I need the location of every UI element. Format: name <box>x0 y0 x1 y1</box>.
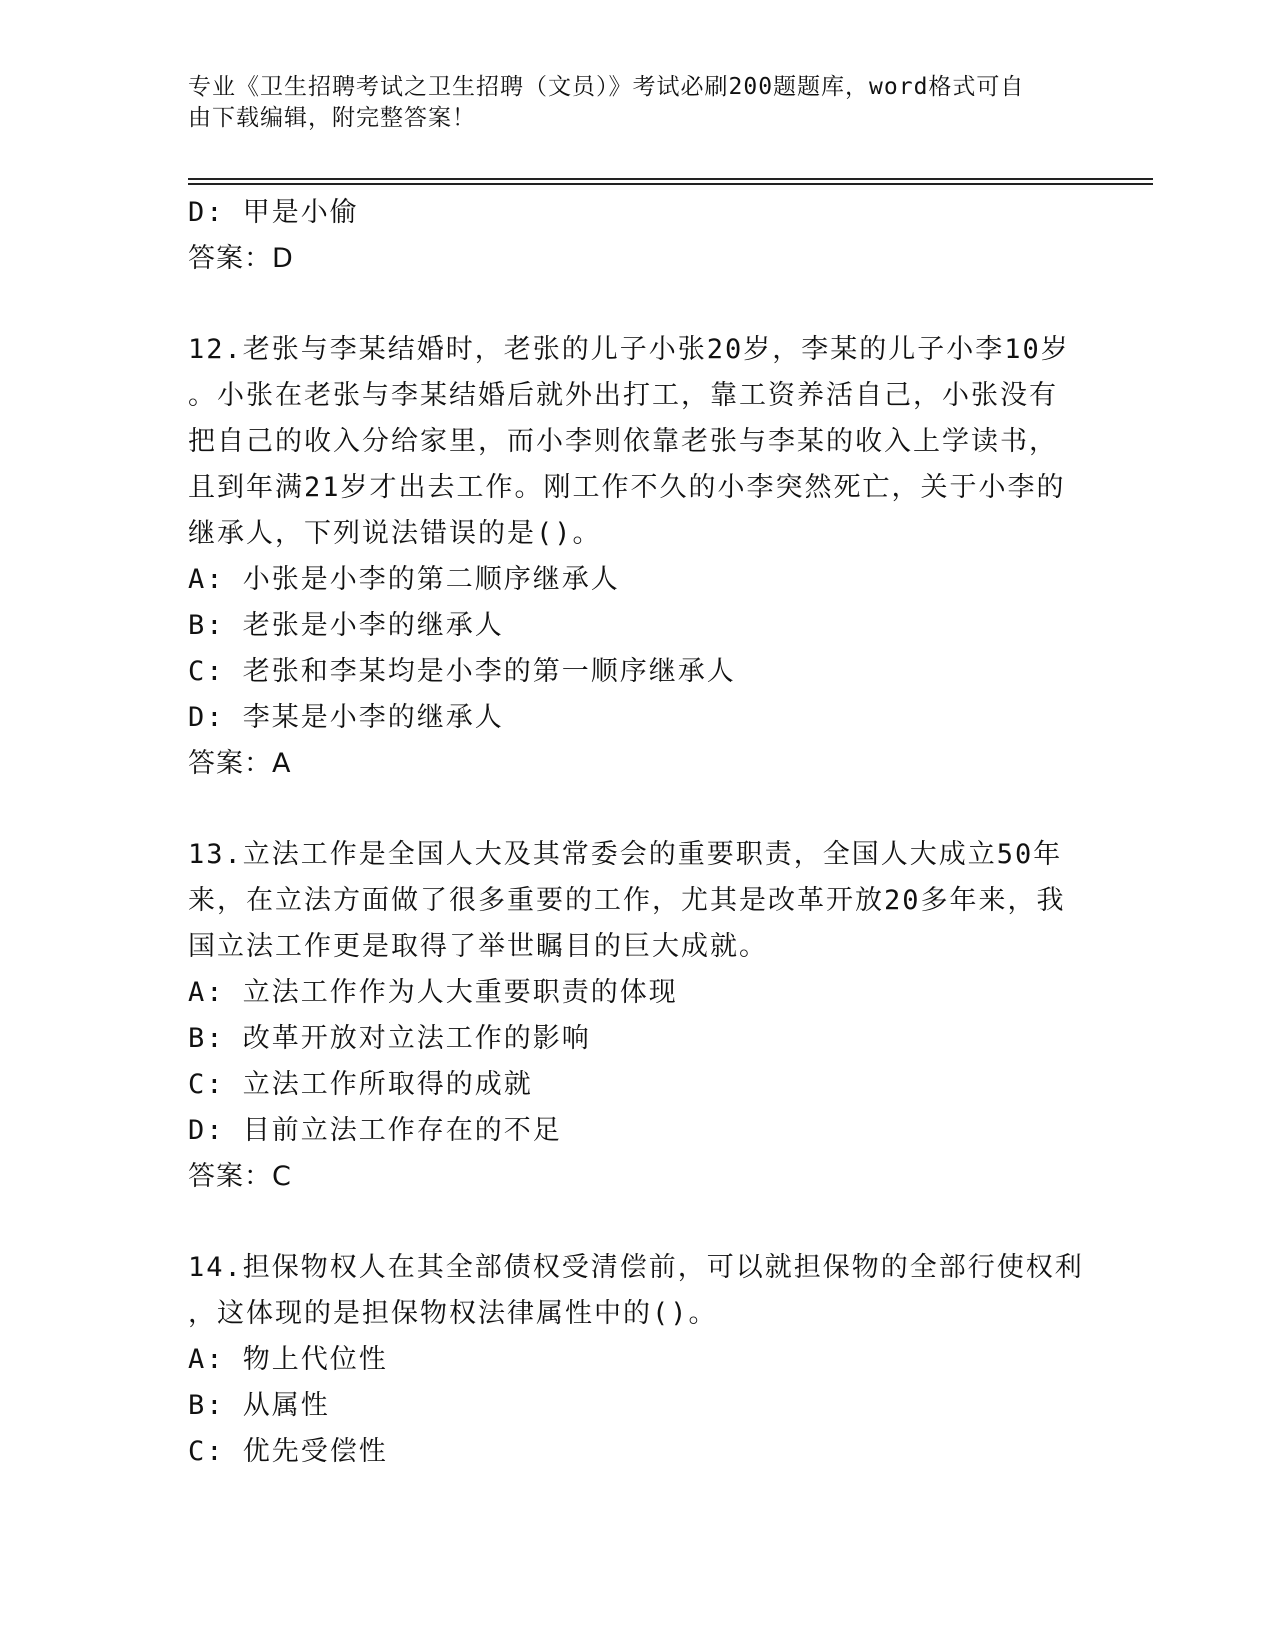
question-line: 来，在立法方面做了很多重要的工作，尤其是改革开放20多年来，我 <box>188 885 1066 916</box>
option-c: C: 老张和李某均是小李的第一顺序继承人 <box>188 656 736 687</box>
question-line: 14.担保物权人在其全部债权受清偿前，可以就担保物的全部行使权利 <box>188 1252 1084 1283</box>
option-d: D: 目前立法工作存在的不足 <box>188 1115 562 1146</box>
question-line: 把自己的收入分给家里，而小李则依靠老张与李某的收入上学读书， <box>188 426 1058 457</box>
spacer <box>188 1200 1068 1245</box>
question-12 <box>188 327 1068 787</box>
option-b: B: 老张是小李的继承人 <box>188 610 504 641</box>
answer: 答案：D <box>188 243 294 274</box>
option-c: C: 立法工作所取得的成就 <box>188 1069 533 1100</box>
header-divider-bottom <box>188 183 1153 185</box>
question-14 <box>188 1245 1084 1475</box>
option-d: D: 甲是小偷 <box>188 197 359 228</box>
question-13 <box>188 832 1068 1200</box>
question-line: 12.老张与李某结婚时，老张的儿子小张20岁，李某的儿子小李10岁 <box>188 334 1070 365</box>
question-line: 。小张在老张与李某结婚后就外出打工，靠工资养活自己，小张没有 <box>188 380 1058 411</box>
document-body <box>188 190 1084 1475</box>
option-a: A: 立法工作作为人大重要职责的体现 <box>188 977 678 1008</box>
question-line: 13.立法工作是全国人大及其常委会的重要职责，全国人大成立50年 <box>188 839 1063 870</box>
question-text <box>188 327 1068 557</box>
spacer <box>188 787 1068 832</box>
question-line: 继承人，下列说法错误的是()。 <box>188 518 602 549</box>
option-b: B: 改革开放对立法工作的影响 <box>188 1023 591 1054</box>
document-header <box>188 72 1088 134</box>
option-c: C: 优先受偿性 <box>188 1436 388 1467</box>
previous-question-tail <box>188 190 1068 282</box>
header-divider-top <box>188 178 1153 180</box>
option-a: A: 物上代位性 <box>188 1344 388 1375</box>
question-line: ，这体现的是担保物权法律属性中的()。 <box>188 1298 718 1329</box>
spacer <box>188 282 1068 327</box>
answer: 答案：A <box>188 748 292 779</box>
question-text <box>188 832 1068 970</box>
answer: 答案：C <box>188 1161 292 1192</box>
option-b: B: 从属性 <box>188 1390 330 1421</box>
option-d: D: 李某是小李的继承人 <box>188 702 504 733</box>
question-text <box>188 1245 1084 1337</box>
header-line-1: 专业《卫生招聘考试之卫生招聘（文员）》考试必刷200题题库，word格式可自 <box>188 74 1025 100</box>
question-line: 且到年满21岁才出去工作。刚工作不久的小李突然死亡，关于小李的 <box>188 472 1066 503</box>
option-a: A: 小张是小李的第二顺序继承人 <box>188 564 620 595</box>
question-line: 国立法工作更是取得了举世瞩目的巨大成就。 <box>188 931 768 962</box>
header-line-2: 由下载编辑，附完整答案！ <box>188 105 476 131</box>
